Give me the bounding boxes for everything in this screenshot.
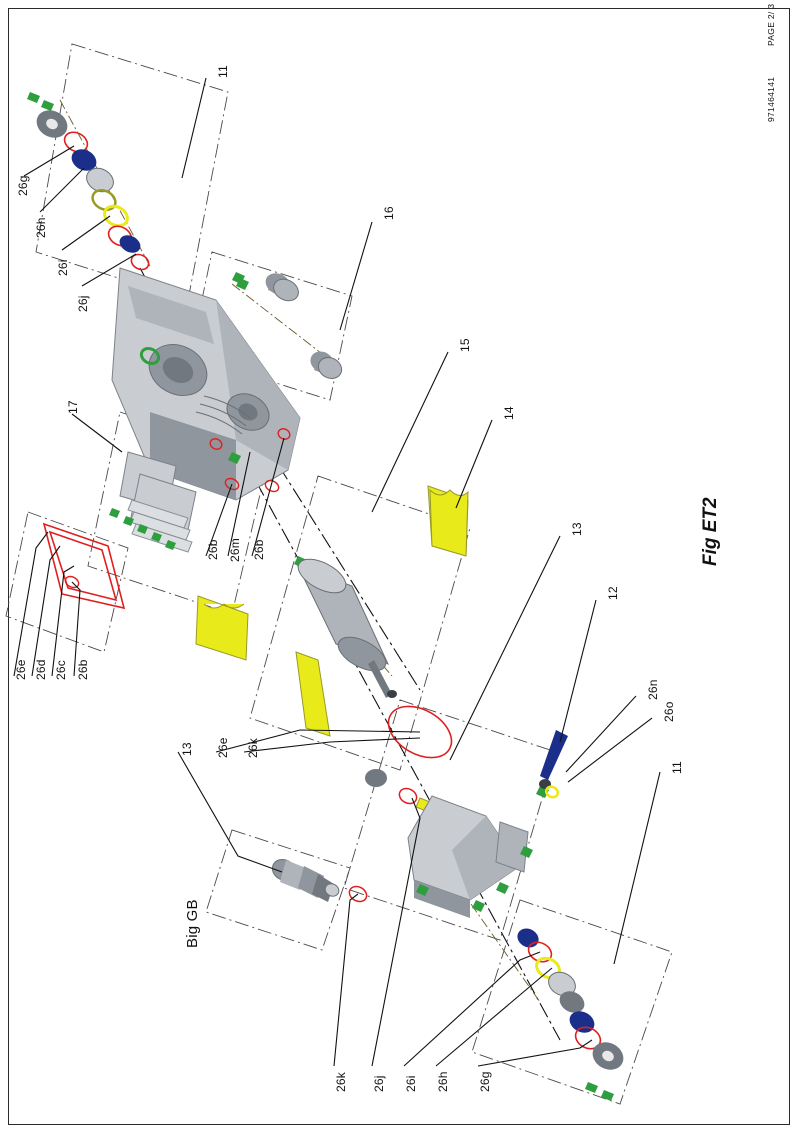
page-number: PAGE 2/ 3	[766, 3, 776, 46]
callout-16: 16	[382, 206, 396, 220]
callout-26n: 26n	[646, 679, 660, 700]
callout-26m: 26m	[228, 538, 242, 562]
callout-26h-bottom: 26h	[436, 1071, 450, 1092]
part-stack-top-shaft	[27, 92, 151, 272]
callout-26i-bottom: 26i	[404, 1075, 418, 1092]
callout-26h-top: 26h	[34, 217, 48, 238]
callout-11-top: 11	[216, 65, 230, 78]
callout-14: 14	[502, 406, 516, 420]
callout-26j-bottom: 26j	[372, 1075, 386, 1092]
callout-26b-3: 26b	[76, 659, 90, 680]
part-13-valve	[269, 856, 341, 902]
callout-26j-top: 26j	[76, 295, 90, 312]
callout-26i-top: 26i	[56, 259, 70, 276]
callout-26c: 26c	[54, 660, 68, 680]
part-stack-bottom-shaft	[514, 925, 628, 1101]
callout-12: 12	[606, 586, 620, 600]
callout-11-bottom: 11	[670, 761, 684, 774]
part-26e-gasket	[44, 524, 124, 608]
group-box-26e	[6, 512, 128, 652]
callout-13-left: 13	[180, 742, 194, 756]
callout-15: 15	[458, 338, 472, 352]
note-big-gb: Big GB	[184, 899, 201, 948]
callout-26e-mid: 26e	[216, 737, 230, 758]
callout-26d: 26d	[34, 659, 48, 680]
document-code: 971464141	[766, 76, 776, 122]
callout-26e-left: 26e	[14, 659, 28, 680]
callout-26k-bottom: 26k	[334, 1072, 348, 1092]
callout-26o: 26o	[662, 701, 676, 722]
callout-26b-2: 26b	[252, 539, 266, 560]
callout-26g-bottom: 26g	[478, 1071, 492, 1092]
callout-13-right: 13	[570, 522, 584, 536]
callout-17: 17	[66, 400, 80, 414]
callout-26g-top: 26g	[16, 175, 30, 196]
callout-26k-mid: 26k	[246, 738, 260, 758]
callout-26b-1: 26b	[206, 539, 220, 560]
figure-title: Fig ET2	[700, 497, 721, 566]
